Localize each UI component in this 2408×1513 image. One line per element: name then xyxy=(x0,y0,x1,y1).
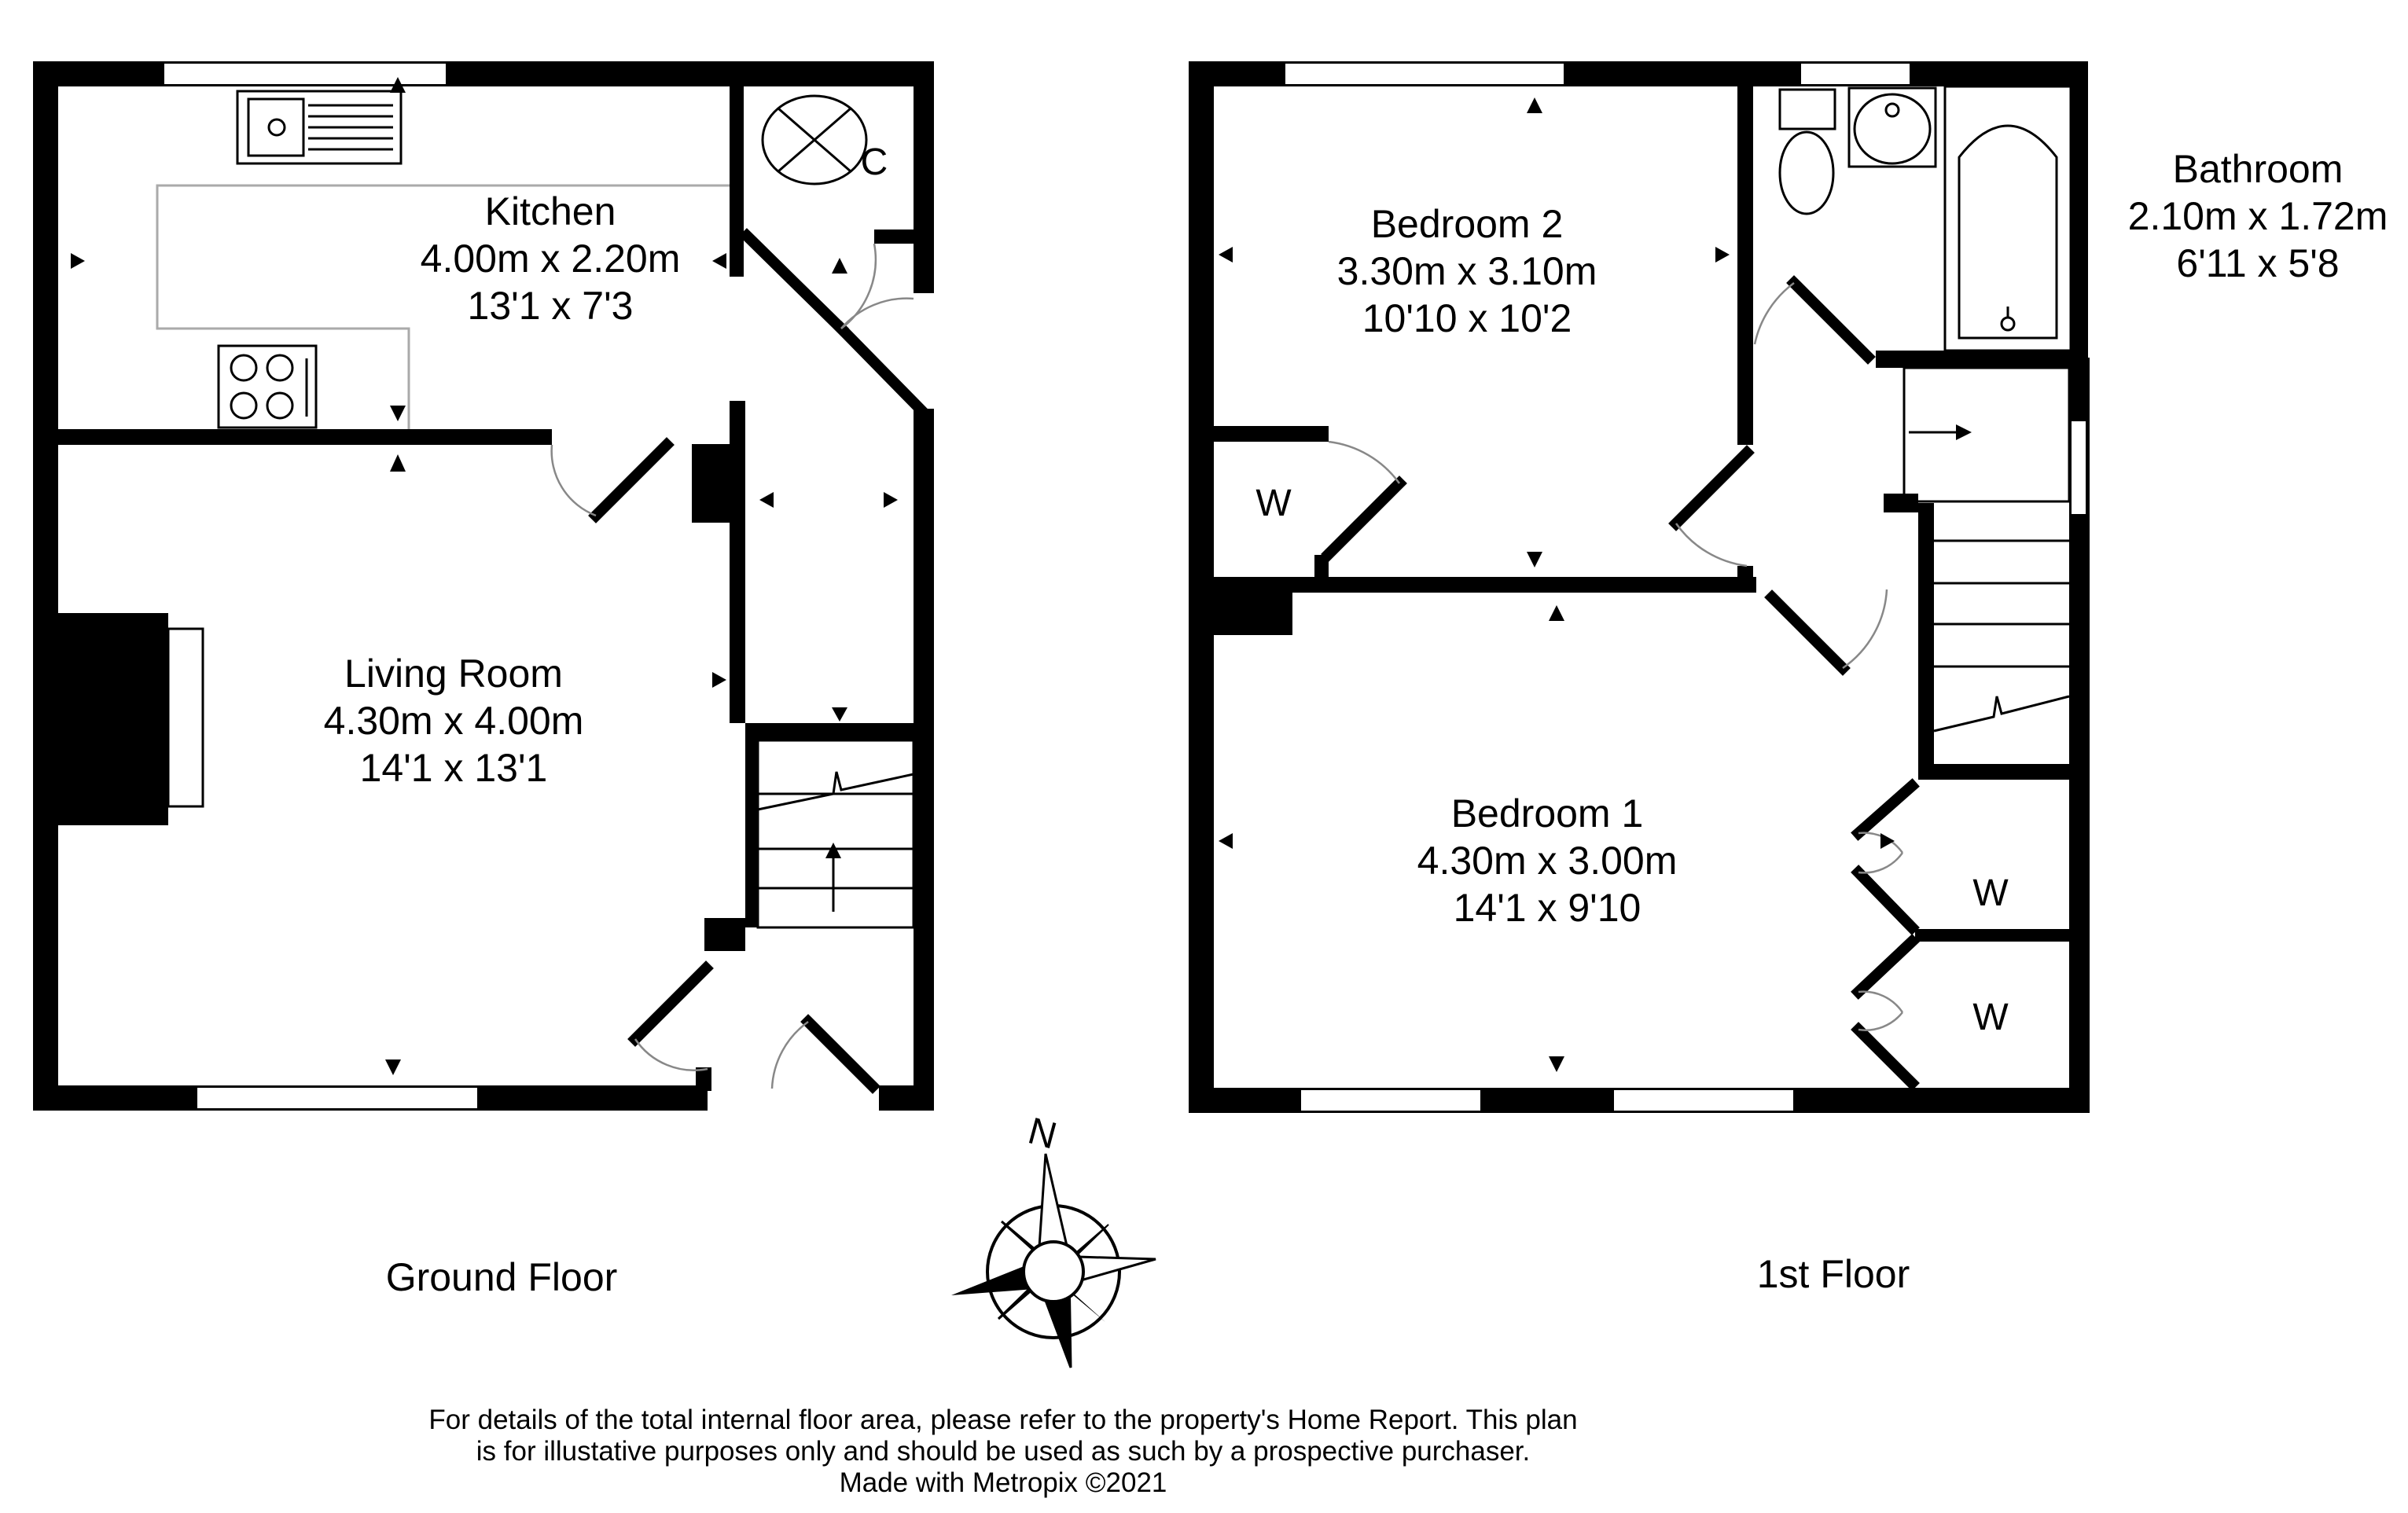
ff-door-bed2 xyxy=(1676,453,1747,523)
footer-disclaimer xyxy=(428,1405,1577,1498)
footer-line-2: is for illustative purposes only and should be used as such by a prospective purchaser. xyxy=(476,1436,1531,1467)
ff-door-wardrobe-c xyxy=(1858,942,1912,992)
ff-chimney-breast xyxy=(1214,593,1292,635)
first-floor-plan xyxy=(1189,61,2388,1296)
gf-wall-cupboard-left xyxy=(730,79,744,277)
ff-wall-bed2-jamb xyxy=(1737,566,1753,589)
gf-sink-icon xyxy=(237,91,401,163)
room-size-metric: 4.30m x 4.00m xyxy=(323,699,584,743)
ff-basin-icon xyxy=(1849,88,1936,167)
ff-door-bed1 xyxy=(1772,597,1843,668)
ff-window-stairwell xyxy=(2071,420,2086,515)
first-floor-title: 1st Floor xyxy=(1756,1252,1910,1296)
gf-boiler-icon xyxy=(763,96,866,184)
gf-window-kitchen xyxy=(164,63,447,85)
room-size-imperial: 10'10 x 10'2 xyxy=(1362,296,1572,340)
ff-wall-stair-bottom xyxy=(1918,764,2069,780)
ff-wall-left xyxy=(1189,61,1214,1113)
gf-hearth xyxy=(168,629,203,806)
gf-door-living-hall xyxy=(635,968,706,1039)
ff-window-bedroom1-a xyxy=(1300,1089,1481,1111)
footer-line-1: For details of the total internal floor area, please refer to the property's Home Report. This plan xyxy=(428,1405,1578,1435)
ff-door-wardrobe-bed2 xyxy=(1329,483,1399,554)
ground-floor-plan xyxy=(33,61,934,1299)
gf-wall-hall-upper xyxy=(730,401,745,723)
room-name: Living Room xyxy=(344,652,563,696)
ff-wall-stair-step xyxy=(1884,494,1918,512)
gf-fireplace xyxy=(58,613,168,825)
gf-wall-kitchen-living xyxy=(58,429,552,445)
room-size-metric: 2.10m x 1.72m xyxy=(2127,194,2388,238)
room-size-metric: 3.30m x 3.10m xyxy=(1336,249,1597,293)
gf-door-kitchen-hall xyxy=(747,236,841,329)
ff-window-bedroom2 xyxy=(1285,63,1564,85)
room-name: Bedroom 1 xyxy=(1450,791,1644,835)
gf-front-door xyxy=(808,1022,873,1086)
ff-door-bathroom xyxy=(1794,283,1868,357)
wardrobe-label: W xyxy=(1255,483,1292,524)
ground-floor-title: Ground Floor xyxy=(385,1255,618,1299)
compass-north-label: N xyxy=(1024,1110,1061,1158)
gf-wall-cupboard-bottom xyxy=(874,230,914,244)
gf-wall-hall-stair-top xyxy=(745,723,914,740)
room-label-bathroom xyxy=(2128,147,2388,285)
gf-door-hall-right xyxy=(841,329,920,409)
gf-hob-icon xyxy=(219,346,316,428)
ff-wall-right-upper xyxy=(2069,61,2088,352)
ff-toilet-icon xyxy=(1780,90,1835,214)
footer-line-3: Made with Metropix ©2021 xyxy=(839,1467,1167,1498)
ff-window-bedroom1-b xyxy=(1613,1089,1794,1111)
room-size-metric: 4.00m x 2.20m xyxy=(420,237,681,281)
room-size-imperial: 13'1 x 7'3 xyxy=(467,284,634,328)
room-size-metric: 4.30m x 3.00m xyxy=(1417,839,1678,883)
room-label-living-room xyxy=(324,652,584,790)
wardrobe-label: W xyxy=(1972,872,2009,914)
ff-doors xyxy=(1329,283,1912,1083)
room-size-imperial: 14'1 x 13'1 xyxy=(359,746,548,790)
gf-wall-right-upper xyxy=(914,61,934,293)
gf-chimney-breast-hall xyxy=(692,444,730,523)
ff-door-wardrobe-d xyxy=(1858,1030,1912,1083)
ff-wall-wardrobe-mid xyxy=(1915,929,2069,942)
room-name: Kitchen xyxy=(484,189,616,233)
ff-wall-stair-left xyxy=(1918,503,1934,770)
room-size-imperial: 14'1 x 9'10 xyxy=(1453,886,1641,930)
ff-window-bathroom xyxy=(1800,63,1910,85)
room-name: Bathroom xyxy=(2172,147,2344,191)
ff-door-wardrobe-b xyxy=(1858,872,1912,927)
gf-wall-stair-foot xyxy=(704,918,745,951)
ff-wall-bath-bottom xyxy=(1876,351,2088,368)
ff-bath-icon xyxy=(1945,86,2071,351)
compass-rose-icon xyxy=(951,1110,1156,1368)
gf-staircase xyxy=(758,740,914,927)
ff-wall-bed2-bed1 xyxy=(1214,577,1756,593)
room-label-bedroom-2 xyxy=(1337,202,1597,340)
ff-door-wardrobe-a xyxy=(1858,786,1912,833)
room-name: Bedroom 2 xyxy=(1370,202,1564,246)
gf-wall-stair-left xyxy=(745,740,758,927)
room-label-kitchen xyxy=(421,189,681,328)
gf-wall-right-lower xyxy=(914,409,934,1111)
gf-door-kitchen-living xyxy=(596,445,667,516)
room-size-imperial: 6'11 x 5'8 xyxy=(2176,241,2340,285)
gf-cupboard-label: C xyxy=(860,141,888,183)
room-label-bedroom-1 xyxy=(1417,791,1678,930)
ff-wall-bed2-bath xyxy=(1737,79,1753,445)
gf-wall-left xyxy=(33,61,58,1111)
wardrobe-label: W xyxy=(1972,997,2009,1038)
ff-wall-wardrobe-top xyxy=(1214,426,1329,442)
gf-window-living xyxy=(197,1087,478,1109)
